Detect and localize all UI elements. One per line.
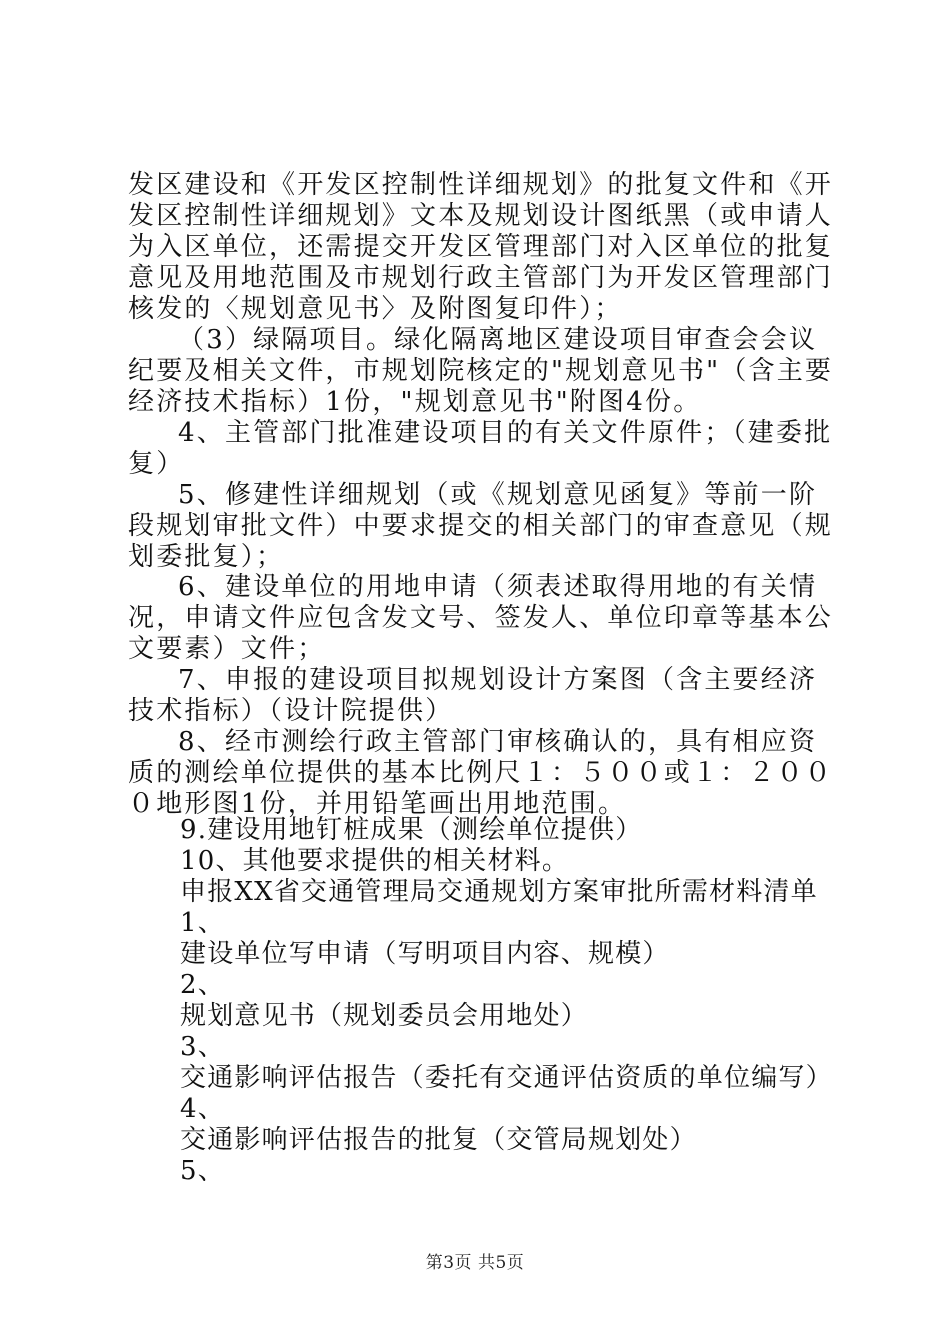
list-item: 9.建设用地钉桩成果（测绘单位提供） (180, 815, 643, 845)
paragraph: 6、建设单位的用地申请（须表述取得用地的有关情况，申请文件应包含发文号、签发人、单位印章等基本公文要素）文件； (128, 572, 834, 664)
paragraph: （3）绿隔项目。绿化隔离地区建设项目审查会会议纪要及相关文件，市规划院核定的"规划意见书"（含主要经济技术指标）1份，"规划意见书"附图4份。 (128, 325, 834, 417)
list-item: 建设单位写申请（写明项目内容、规模） (180, 939, 670, 969)
paragraph: 7、申报的建设项目拟规划设计方案图（含主要经济技术指标）（设计院提供） (128, 665, 818, 726)
list-number: 1、 (180, 908, 225, 938)
paragraph: 8、经市测绘行政主管部门审核确认的，具有相应资质的测绘单位提供的基本比例尺１：５００或１：２０００地形图1份，并用铅笔画出用地范围。 (128, 727, 834, 819)
list-item: 交通影响评估报告（委托有交通评估资质的单位编写） (180, 1063, 833, 1093)
page-footer: 第3页 共5页 (425, 1253, 525, 1273)
list-heading: 申报XX省交通管理局交通规划方案审批所需材料清单 (180, 877, 818, 907)
list-item: 交通影响评估报告的批复（交管局规划处） (180, 1125, 697, 1155)
paragraph: 5、修建性详细规划（或《规划意见函复》等前一阶段规划审批文件）中要求提交的相关部门的审查意见（规划委批复）； (128, 480, 834, 572)
list-number: 3、 (180, 1032, 225, 1062)
material-list (180, 815, 860, 1187)
paragraph: 4、主管部门批准建设项目的有关文件原件；（建委批复） (128, 418, 833, 479)
list-item: 规划意见书（规划委员会用地处） (180, 1001, 589, 1031)
list-number: 5、 (180, 1156, 225, 1186)
paragraph: 发区建设和《开发区控制性详细规划》的批复文件和《开发区控制性详细规划》文本及规划设计图纸黑（或申请人为入区单位，还需提交开发区管理部门对入区单位的批复意见及用地范围及市规划行政主管部门为开发区管理部门核发的〈规划意见书〉及附图复印件）； (128, 170, 834, 324)
list-item: 10、其他要求提供的相关材料。 (180, 846, 570, 876)
list-number: 2、 (180, 970, 225, 1000)
list-number: 4、 (180, 1094, 225, 1124)
paragraph-block (128, 170, 834, 820)
